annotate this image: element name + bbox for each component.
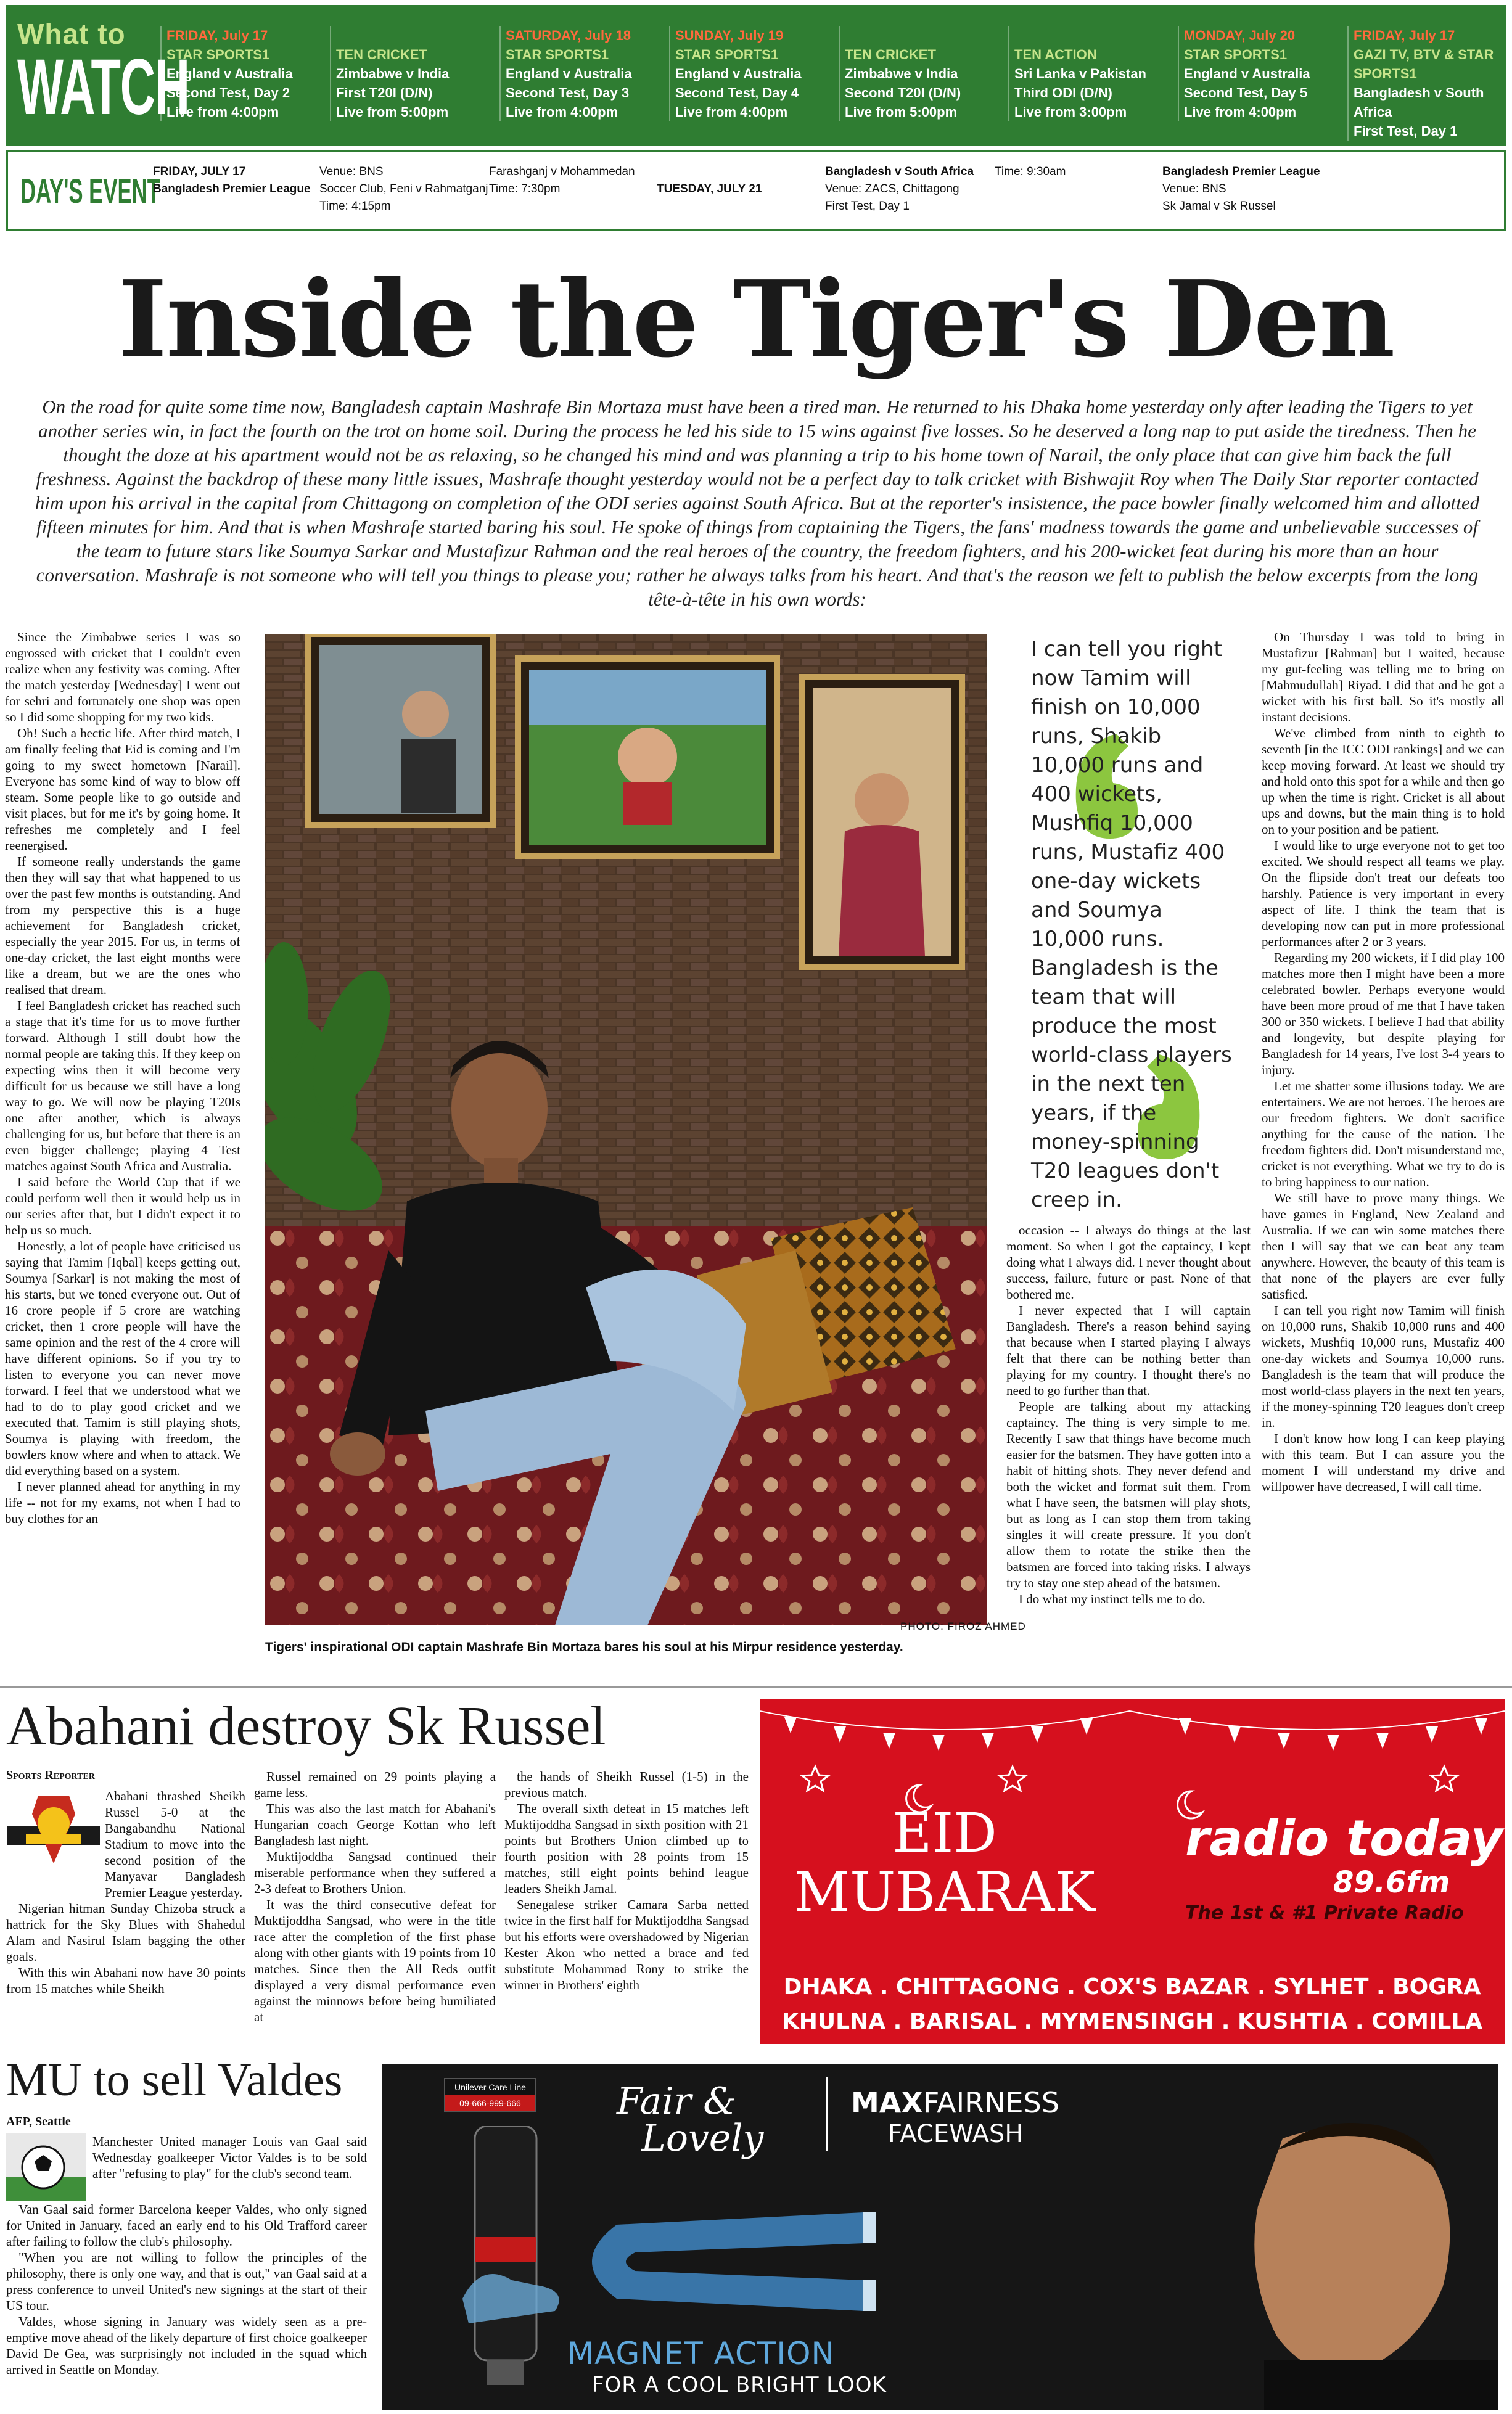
watch-channel: STAR SPORTS1 [675, 47, 779, 62]
photo-credit: PHOTO: FIROZ AHMED [900, 1620, 1026, 1632]
days-event-logo: DAY'S EVENT [20, 171, 160, 210]
watch-date [845, 26, 1005, 45]
watch-date: SUNDAY, July 19 [675, 28, 784, 43]
article-column-right [1262, 629, 1505, 1671]
paragraph: Muktijoddha Sangsad continued their miserable performance when they suffered a 2-3 defeat to Brothers Union. [254, 1849, 496, 1896]
paragraph: Since the Zimbabwe series I was so engrossed with cricket that I couldn't even realize when any festivity was coming. After the match yesterday [Wednesday] I went out for sehri and fortunately one shop was open so I did some shopping for my two kids. [5, 630, 240, 725]
watch-listing [1178, 26, 1344, 121]
paragraph: the hands of Sheikh Russel (1-5) in the previous match. [504, 1769, 749, 1800]
paragraph: "When you are not willing to follow the principles of the philosophy, there is only one way, and that is out," van Gaal said at a press conference to unveil United's new signings at the start of their US tour. [6, 2250, 367, 2313]
paragraph: This was also the last match for Abahani's Hungarian coach George Kottan who left Bangladesh last night. [254, 1801, 496, 1848]
radio-frequency: 89.6fm [1333, 1865, 1450, 1900]
abahani-headline: Abahani destroy Sk Russel [6, 1696, 606, 1757]
watch-date [336, 26, 496, 45]
paragraph: Nigerian hitman Sunday Chizoba struck a hattrick for the Sky Blues with Shahedul Alam and Nasirul Islam bagging the other goals. [6, 1901, 245, 1964]
paragraph: On Thursday I was told to bring in Mustafizur [Rahman] but I waited, because my gut-feeling was telling me to bring on [Mahmudullah] Riyad. I did that and he got a wicket with his first ball. So it's mostly all instant decisions. [1262, 630, 1505, 725]
watch-match: England v Australia [1184, 66, 1310, 81]
watch-match: Zimbabwe v India [845, 66, 958, 81]
radio-tagline: The 1st & #1 Private Radio [1185, 1902, 1464, 1924]
paragraph: I would like to urge everyone not to get too excited. We should respect all teams we play. On the flipside don't treat our defeats too harshly. Patience is very important in every aspect of life. I think the team that is developing now can put in more professional performances after 2 or 3 years. [1262, 838, 1505, 949]
watch-detail: Second Test, Day 5 [1184, 85, 1308, 101]
picture-frame-left [308, 634, 493, 825]
watch-time: Live from 4:00pm [1184, 104, 1297, 120]
watch-match: England v Australia [166, 66, 293, 81]
paragraph: Senegalese striker Camara Sarba netted twice in the first half for Muktijoddha Sangsad but his efforts were overshadowed by Nigerian Kester Akon who netted a brace and fed substitute Mohammad Rony to strike the winner in Brothers' eighth [504, 1897, 749, 1992]
watch-detail: Second Test, Day 3 [506, 85, 630, 101]
watch-listing [1347, 26, 1512, 141]
watch-channel: STAR SPORTS1 [166, 47, 270, 62]
paragraph: I said before the World Cup that if we could perform well then it would help us in our series after that, but I didn't expect it to help us so much. [5, 1175, 240, 1238]
days-event-col: Time: 9:30am [995, 165, 1066, 178]
days-event-col: Bangladesh Premier League Venue: BNS Sk Jamal v Sk Russel [1162, 165, 1320, 213]
article-intro: On the road for quite some time now, Bangladesh captain Mashrafe Bin Mortaza must have been a tired man. He returned to his Dhaka home yesterday only after leading the Tigers to yet another series win, in fact the fourth on the trot on home soil. During the process he led his side to 15 wins against five losses. So he deserved a long nap to put aside the tiredness. Then he thought the doze at his apartment would not be as relaxing, so he changed his mind and was planning a trip to his home town of Narail, the only place that can give him back the full freshness. Against the backdrop of these many little issues, Mashrafe thought yesterday would not be a perfect day to talk cricket with Bishwajit Roy when The Daily Star reporter contacted him upon his arrival in the capital from Chittagong on completion of the ODI series against South Africa. But at the reporter's insistence, the pace bowler finally welcomed him and allotted fifteen minutes for him. And that is when Mashrafe started baring his soul. He spoke of things from captaining the Tigers, the fans' madness towards the game and unbelievable successes of the team to future stars like Soumya Sarkar and Mustafizur Rahman and the real heroes of the country, the freedom fighters, and his 200-wicket feat during his more than an hour conversation. Mashrafe is not someone who will tell you things to please you; rather he always talks from his heart. And that's the reason we felt to publish the below excerpts from the long tête-à-tête in his own words: [35, 396, 1480, 610]
fair-lovely-logo: Fair & Lovely [617, 2080, 764, 2160]
mashrafe-photo [265, 634, 987, 1625]
watch-time: Live from 4:00pm [675, 104, 788, 120]
watch-date: FRIDAY, July 17 [1354, 28, 1455, 43]
watch-time: Live from 4:00pm [506, 104, 618, 120]
paragraph: People are talking about my attacking captaincy. The thing is very simple to me. Recently I saw that things have become much easier for the batsmen. They have gotten into a habit of hitting shots. They never defend and both the wicket and format suit them. From what I have seen, the batsmen will play shots, but as long as I can stop them from taking singles it will create pressure. If you don't allow them to rotate the strike then the batsmen are forced into taking risks. I always try to stay one step ahead of the batsmen. [1006, 1399, 1251, 1590]
paragraph: I feel Bangladesh cricket has reached such a stage that it's time for us to move further forward. Although I still doubt how the normal people are taking this. If they keep on expecting wins then it will become very difficult for us because we still have a long way to go. We will now be playing T20Is one after another, which is always challenging for us, but before that there is an even bigger challenge; playing 4 Test matches against South Africa and Australia. [5, 998, 240, 1173]
model-face-illustration [1172, 2114, 1498, 2410]
watch-listing [499, 26, 666, 121]
days-event-col: Venue: BNS Soccer Club, Feni v Rahmatganj Time: 4:15pm [319, 165, 488, 213]
watch-channel: STAR SPORTS1 [506, 47, 609, 62]
pull-quote: I can tell you right now Tamim will finish on 10,000 runs, Shakib 10,000 runs and 400 wickets, Mushfiq 10,000 runs, Mustafiz 400 one-day wickets and Soumya 10,000 runs. Bangladesh is the team that will produce the most world-class players in the next ten years, if the money-spinning T20 leagues don't creep in. [1031, 637, 1232, 1212]
watch-time: Live from 5:00pm [336, 104, 449, 120]
mu-headline: MU to sell Valdes [6, 2054, 343, 2106]
paragraph: Manchester United manager Louis van Gaal said Wednesday goalkeeper Victor Valdes is to be sold after "refusing to play" for the club's second team. [92, 2134, 367, 2181]
paragraph: occasion -- I always do things at the last moment. So when I got the captaincy, I kept doing what I always did. I never thought about success, failure, future or past. None of that bothered me. [1006, 1223, 1251, 1302]
eid-mubarak-ad [760, 1699, 1505, 2044]
paragraph: We've climbed from ninth to eighth to seventh [in the ICC ODI rankings] and we can keep moving forward. At least we should try and hold onto this spot for a while and then go up when the time is right. Cricket is all about ups and downs, but the main thing is to hold on to your position and be patient. [1262, 726, 1505, 837]
paragraph: Russel remained on 29 points playing a game less. [254, 1769, 496, 1800]
watch-date: SATURDAY, July 18 [506, 28, 631, 43]
watch-listing [839, 26, 1005, 121]
watch-detail: First T20I (D/N) [336, 85, 433, 101]
watch-date: FRIDAY, July 17 [166, 28, 268, 43]
watch-time: Live from 4:00pm [166, 104, 279, 120]
photo-caption: Tigers' inspirational ODI captain Mashrafe Bin Mortaza bares his soul at his Mirpur residence yesterday. [265, 1640, 903, 1654]
watch-date: MONDAY, July 20 [1184, 28, 1296, 43]
watch-listing [669, 26, 836, 121]
watch-listing [160, 26, 327, 121]
paragraph: Regarding my 200 wickets, if I did play 100 matches more then I might have been a more celebrated bowler. Perhaps everyone would have been more proud of me that I have taken 300 or 350 wickets. I believe I had that ability and longevity, but despite playing for Bangladesh for 14 years, I've lost 3-4 years to injury. [1262, 950, 1505, 1077]
paragraph: We still have to prove many things. We have games in England, New Zealand and Australia. If we can win some matches there then I will say that we can beat any team anywhere. However, the beauty of this team is that none of the players are ever fully satisfied. [1262, 1191, 1505, 1302]
days-event-col: Bangladesh v South Africa Venue: ZACS, Chittagong First Test, Day 1 [825, 165, 974, 213]
watch-detail: Third ODI (D/N) [1014, 85, 1112, 101]
max-fairness-label: MAXFAIRNESS [851, 2086, 1059, 2119]
days-event-col: TUESDAY, JULY 21 [657, 183, 762, 195]
watch-listing [1008, 26, 1175, 121]
eid-greeting: EID MUBARAK [794, 1801, 1096, 1924]
paragraph: I don't know how long I can keep playing with this team. But I can assure you the moment I will understand my drive and willpower have decreased, I will call time. [1262, 1431, 1505, 1494]
paragraph: Let me shatter some illusions today. We are entertainers. We are not heroes. The heroes are our freedom fighters. We don't sacrifice anything for the cause of the nation. The freedom fighters did. Don't misunderstand me, cricket is not everything. What we try to do is to bring happiness to our nation. [1262, 1078, 1505, 1189]
abahani-column-3 [504, 1768, 749, 2046]
days-event-col: Farashganj v Mohammedan Time: 7:30pm [489, 165, 635, 195]
ad-tagline-2: FOR A COOL BRIGHT LOOK [592, 2373, 887, 2397]
article-column-left [5, 629, 240, 1671]
paragraph: I never planned ahead for anything in my life -- not for my exams, not when I had to buy clothes for an [5, 1479, 240, 1526]
paragraph: I never expected that I will captain Bangladesh. There's a reason behind saying that because when I started playing I always felt that there can be nothing better than playing for my country. I thought there's no need to go further than that. [1006, 1303, 1251, 1398]
facewash-label: FACEWASH [888, 2120, 1024, 2148]
abahani-column-1 [6, 1788, 245, 2047]
paragraph: If someone really understands the game then they will say that what happened to us over the past few months is outstanding. And from my perspective this is a huge achievement for Bangladesh cricket, especially the year 2015. For us, in terms of one-day cricket, the last eight months were like a dream, but we are the ones who realised that dream. [5, 854, 240, 997]
careline-badge: Unilever Care Line 09-666-999-666 [444, 2078, 536, 2112]
paragraph: Van Gaal said former Barcelona keeper Valdes, who only signed for United in January, faced an early end to his Old Trafford career after failing to follow the club's philosophy. [6, 2202, 367, 2249]
photo-illustration [265, 634, 987, 1625]
watch-time: Live from 3:00pm [1014, 104, 1127, 120]
page-headline: Inside the Tiger's Den [118, 258, 1394, 381]
watch-channel: TEN CRICKET [845, 47, 936, 62]
paragraph: I do what my instinct tells me to do. [1019, 1591, 1206, 1606]
magnet-icon [555, 2188, 1110, 2336]
watch-time: Live from 5:00pm [845, 104, 958, 120]
paragraph: It was the third consecutive defeat for Muktijoddha Sangsad, who were in the title race after the completion of the first phase along with other giants with 19 points from 10 matches. Since then the All Reds outfit displayed a very dismal performance even against the minnows before being humiliated at [254, 1897, 496, 2024]
watch-match: Zimbabwe v India [336, 66, 450, 81]
abahani-column-2 [254, 1768, 496, 2046]
what-to-watch-bar [6, 5, 1506, 146]
article-column-middle [1006, 1222, 1251, 1672]
mu-byline: AFP, Seattle [6, 2115, 71, 2129]
radio-today-logo: radio today [1185, 1810, 1503, 1867]
paragraph: Valdes, whose signing in January was widely seen as a pre-emptive move ahead of the likely departure of first choice goalkeeper David De Gea, was surprisingly not included in the squad which arrived in Seattle on Monday. [6, 2314, 367, 2377]
paragraph: I can tell you right now Tamim will finish on 10,000 runs, Shakib 10,000 runs and 400 wickets, Mushfiq 10,000 runs, Mustafiz 400 one-day wickets and Soumya 10,000 runs. Bangladesh is the team that will produce the most world-class players in the next ten years, if the money-spinning T20 leagues don't creep in. [1262, 1303, 1505, 1430]
watch-match: England v Australia [675, 66, 802, 81]
paragraph: Honestly, a lot of people have criticised us saying that Tamim [Iqbal] keeps getting out, Soumya [Sarkar] is not making the most of his starts, but we toned everyone out. Out of 16 crore people if 5 crore are watching cricket, then 1 crore people will have the same opinion and the rest of the 4 crore will have different opinions. So if you try to listen to everyone you can never move forward. I feel that we understood what we had to do to play good cricket and we executed that. Tamim is still playing shots, Soumya is playing with freedom, the bowlers know where and when to attack. We did everything based on a system. [5, 1239, 240, 1478]
what-to-watch-logo: What to WATCH [17, 18, 189, 131]
days-event-col: FRIDAY, JULY 17 Bangladesh Premier League [153, 165, 311, 195]
watch-channel: GAZI TV, BTV & STAR SPORTS1 [1354, 47, 1494, 81]
watch-detail: Second T20I (D/N) [845, 85, 961, 101]
watch-channel: TEN ACTION [1014, 47, 1097, 62]
watch-detail: Second Test, Day 4 [675, 85, 799, 101]
mu-article [6, 2133, 367, 2411]
picture-frame-right [802, 677, 962, 967]
paragraph: With this win Abahani now have 30 points from 15 matches while Sheikh [6, 1965, 245, 1996]
watch-channel: STAR SPORTS1 [1184, 47, 1288, 62]
city-list: DHAKA . CHITTAGONG . COX'S BAZAR . SYLHET . BOGRA KHULNA . BARISAL . MYMENSINGH . KUSHTIA . COMILLA [781, 1974, 1483, 2034]
watch-match: Sri Lanka v Pakistan [1014, 66, 1146, 81]
ad-divider-line [826, 2077, 828, 2151]
fair-lovely-ad [382, 2064, 1498, 2410]
ad-tagline-1: MAGNET ACTION [567, 2336, 835, 2371]
watch-date [1014, 26, 1175, 45]
abahani-byline: Sports Reporter [6, 1768, 95, 1782]
picture-frame-center [518, 659, 777, 856]
paragraph: Oh! Such a hectic life. After third match, I am finally feeling that Eid is coming and I'm going to my sweet hometown [Narail]. Everyone has some kind of way to blow off steam. Some people like to go outside and visit places, but for me it's by going home. It refreshes me completely and I feel reenergised. [5, 726, 240, 853]
watch-match: Bangladesh v South Africa [1354, 85, 1484, 120]
product-tube-icon [444, 2126, 567, 2385]
watch-detail: First Test, Day 1 [1354, 123, 1458, 139]
section-divider [0, 1686, 1512, 1688]
days-event-bar [6, 150, 1506, 231]
watch-listing [330, 26, 496, 121]
watch-channel: TEN CRICKET [336, 47, 427, 62]
watch-detail: Second Test, Day 2 [166, 85, 290, 101]
paragraph: Abahani thrashed Sheikh Russel 5-0 at the Bangabandhu National Stadium to move into the second position of the Manyavar Bangladesh Premier League yesterday. [105, 1789, 245, 1900]
paragraph: The overall sixth defeat in 15 matches left Muktijoddha Sangsad in sixth position with 21 points but Brothers Union climbed up to fourth position with 28 points from 15 matches, still eight points behind league leaders Sheikh Jamal. [504, 1801, 749, 1896]
watch-match: England v Australia [506, 66, 632, 81]
